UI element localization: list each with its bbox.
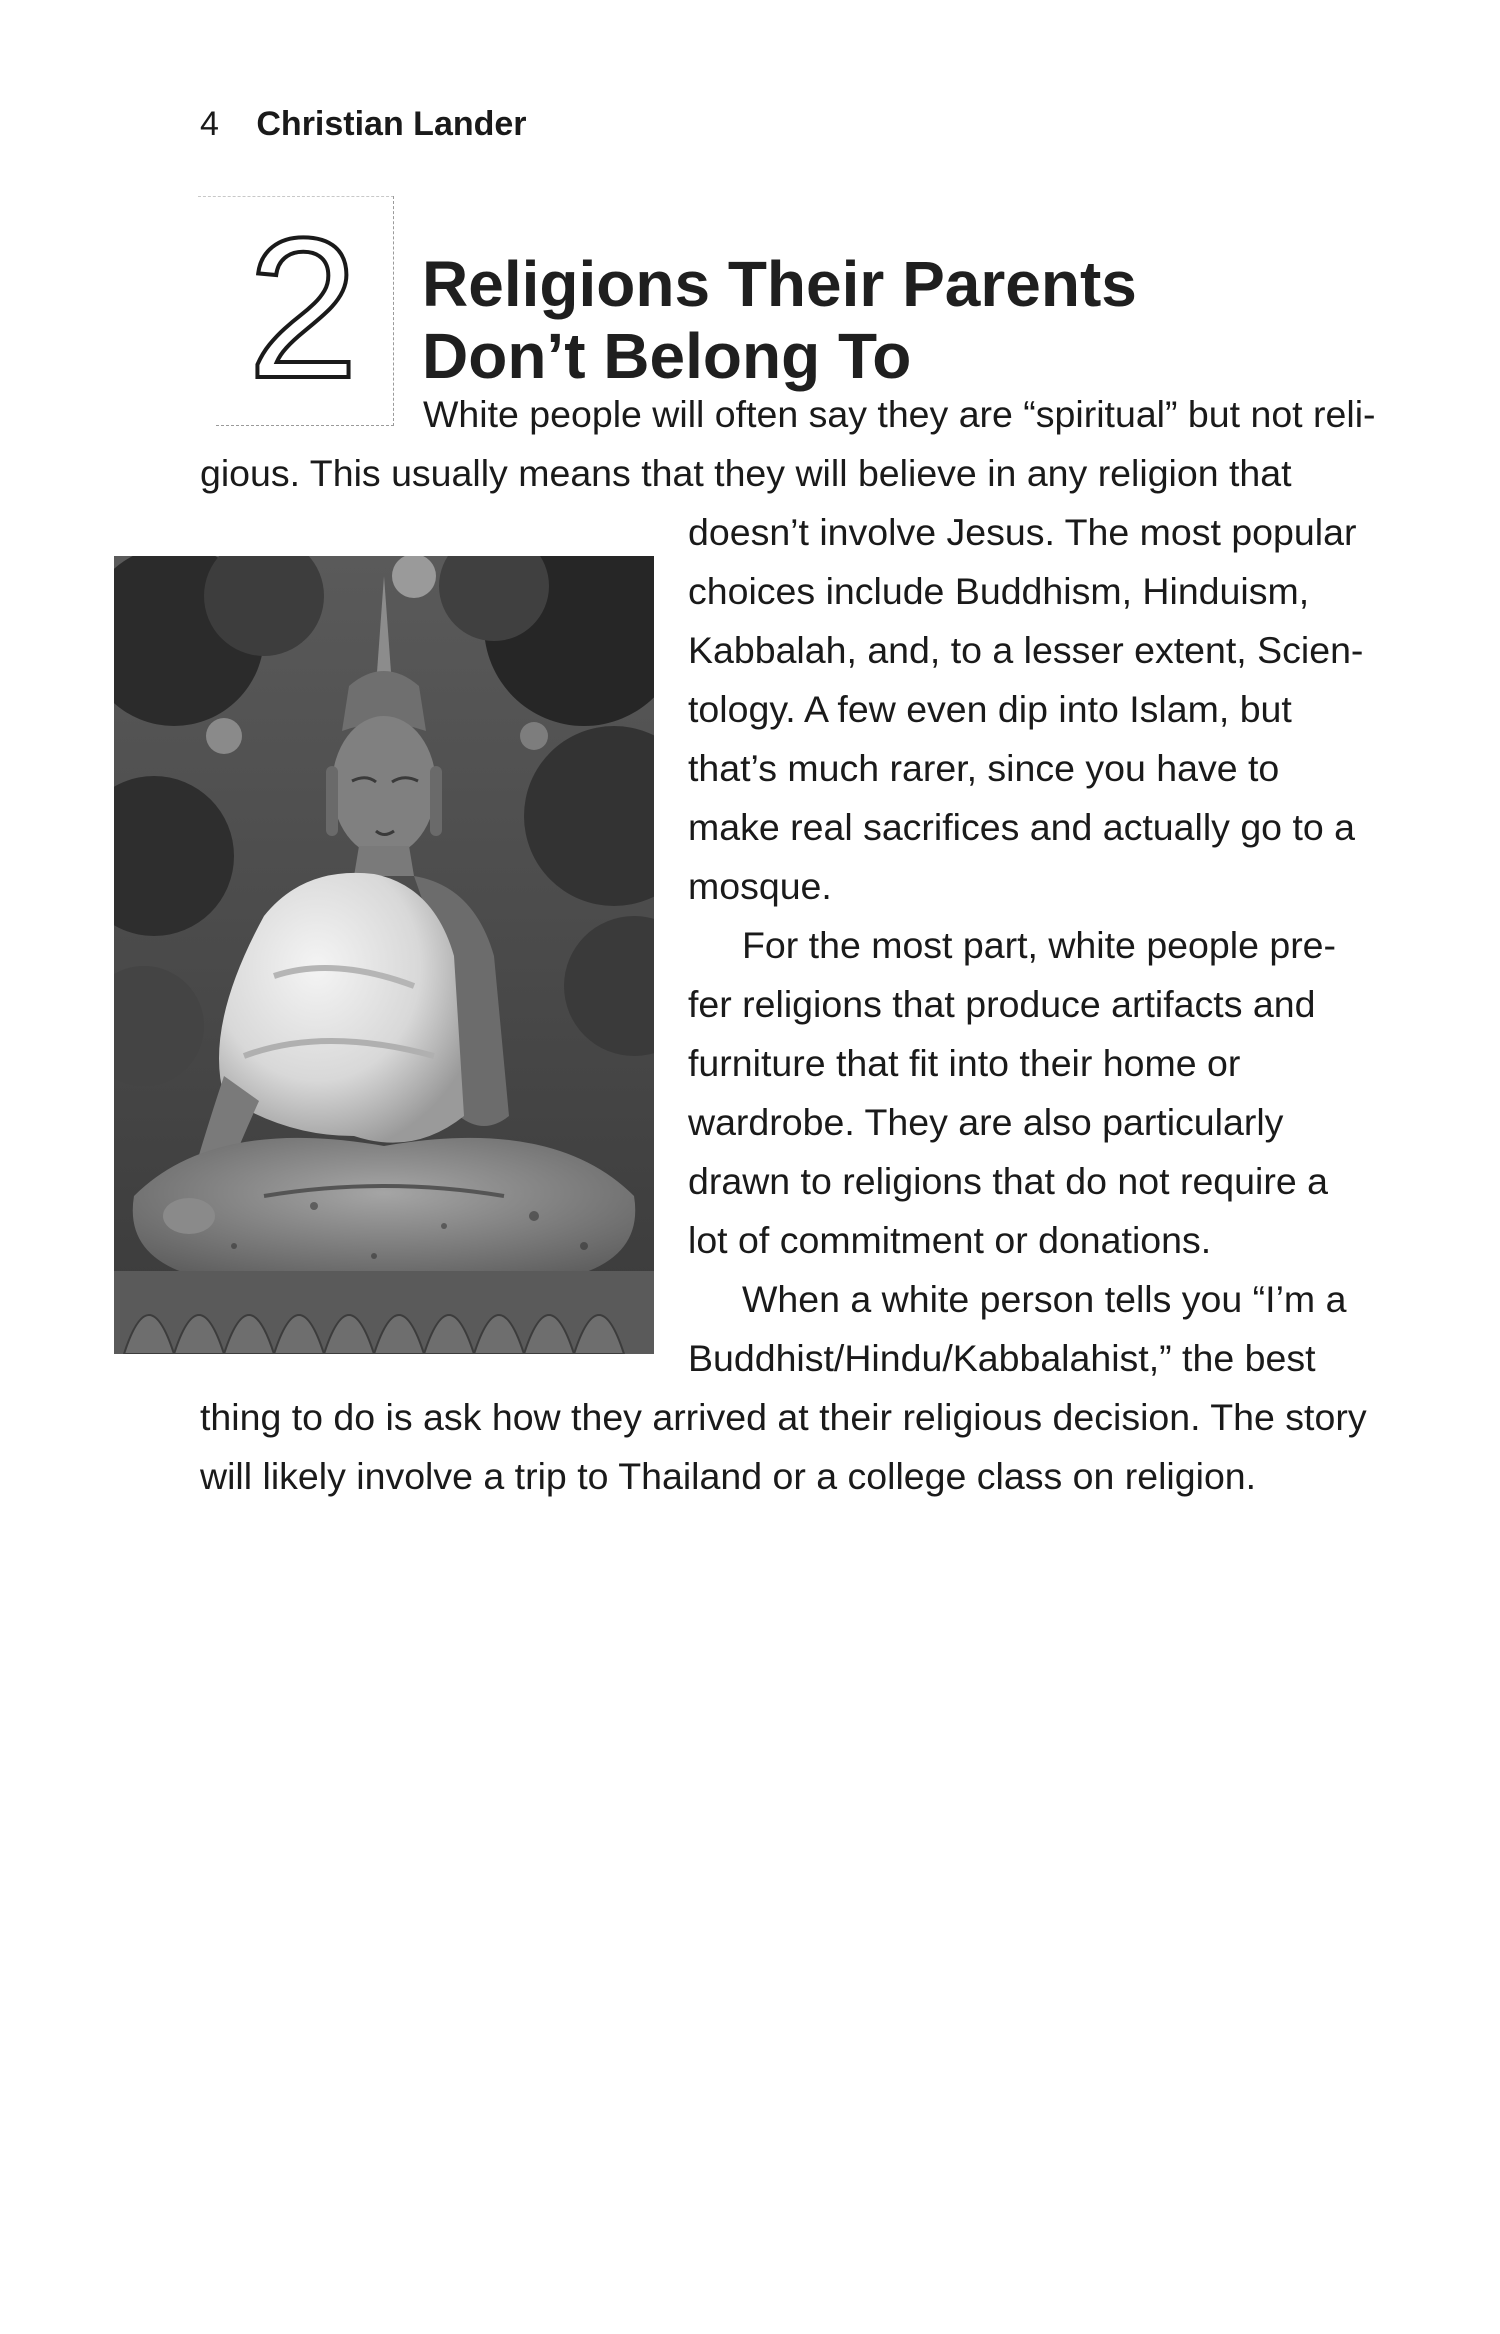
entry-title-line-2: Don’t Belong To: [422, 320, 912, 392]
entry-title-line-1: Religions Their Parents: [422, 248, 1137, 320]
body-line: tology. A few even dip into Islam, but: [688, 688, 1292, 730]
body-line: doesn’t involve Jesus. The most popular: [688, 511, 1357, 553]
body-line: will likely involve a trip to Thailand or a college class on religion.: [200, 1455, 1257, 1497]
body-line: fer religions that produce artifacts and: [688, 983, 1316, 1025]
body-line: White people will often say they are “spiritual” but not reli-: [423, 393, 1376, 435]
body-line: lot of commitment or donations.: [688, 1219, 1212, 1261]
body-line: drawn to religions that do not require a: [688, 1160, 1328, 1202]
body-line: that’s much rarer, since you have to: [688, 747, 1280, 789]
body-line: When a white person tells you “I’m a: [742, 1278, 1347, 1320]
body-line: Kabbalah, and, to a lesser extent, Scien-: [688, 629, 1364, 671]
body-line: wardrobe. They are also particularly: [688, 1101, 1284, 1143]
body-line: choices include Buddhism, Hinduism,: [688, 570, 1310, 612]
body-line: thing to do is ask how they arrived at their religious decision. The story: [200, 1396, 1367, 1438]
body-line: For the most part, white people pre-: [742, 924, 1337, 966]
page-number: 4: [200, 105, 219, 143]
body-line: make real sacrifices and actually go to a: [688, 806, 1355, 848]
body-line: mosque.: [688, 865, 832, 907]
body-line: furniture that fit into their home or: [688, 1042, 1241, 1084]
entry-number: 2: [247, 197, 359, 420]
body-line: gious. This usually means that they will believe in any religion that: [200, 452, 1292, 494]
body-line: Buddhist/Hindu/Kabbalahist,” the best: [688, 1337, 1316, 1379]
author-name: Christian Lander: [256, 105, 527, 143]
